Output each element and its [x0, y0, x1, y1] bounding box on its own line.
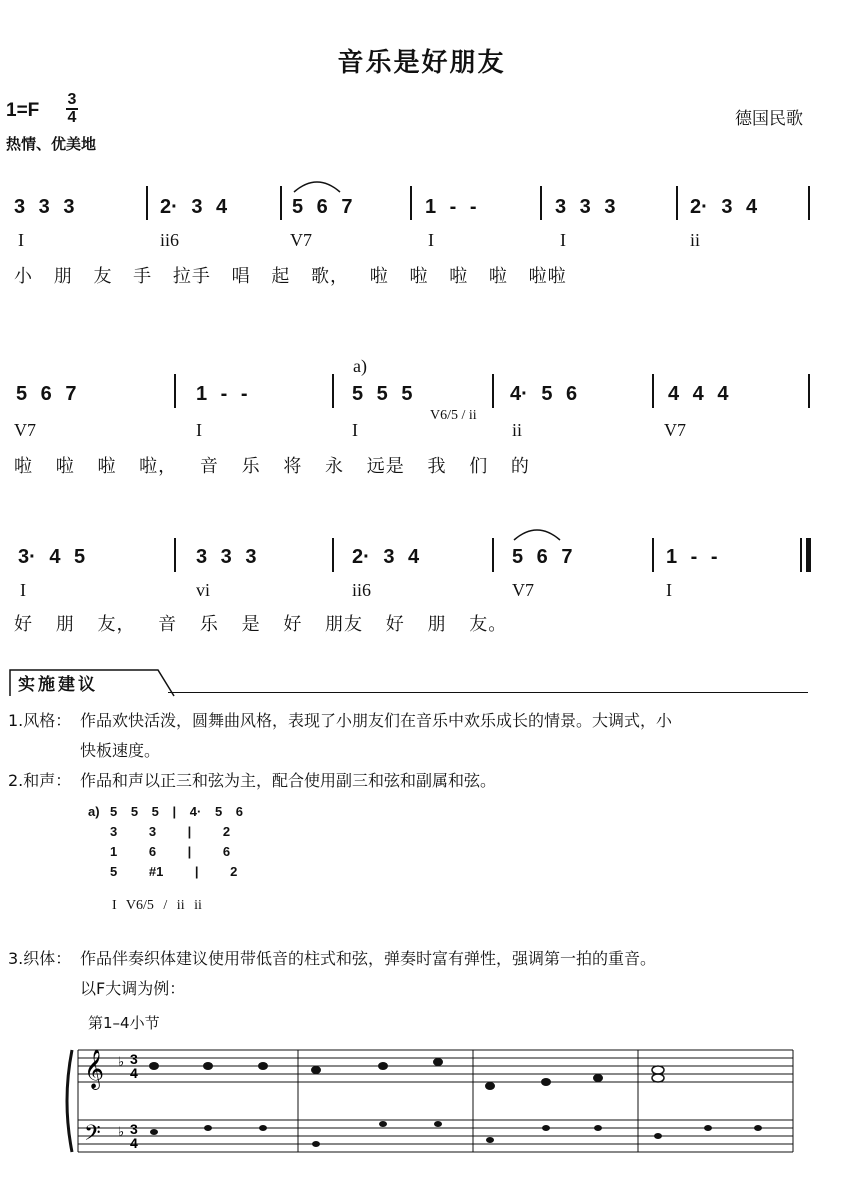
measure: 1 - - [425, 196, 477, 218]
example-row: 5 #1 | 2 [110, 864, 238, 879]
example-label: a) [88, 804, 100, 819]
item-3-continued: 以F大调为例： [80, 979, 186, 998]
chord-symbol: I [428, 230, 434, 250]
example-row: 1 6 | 6 [110, 844, 231, 859]
annotation-a: a) [353, 356, 367, 376]
item-3-text: 作品伴奏织体建议使用带低音的柱式和弦，弹奏时富有弹性，强调第一拍的重音。 [80, 949, 657, 968]
chord-symbol: I [18, 230, 24, 250]
measure: 3 3 3 [14, 196, 75, 218]
measure: 3 3 3 [196, 546, 257, 568]
svg-text:♭: ♭ [118, 1055, 125, 1070]
chord-symbol: ii6 [352, 580, 372, 600]
chord-symbol: V7 [512, 580, 534, 600]
chord-symbol: ii6 [160, 230, 180, 250]
chord-symbol: I [196, 420, 202, 440]
measure: 4 4 4 [668, 383, 729, 405]
measure: 5 5 5 [352, 383, 413, 405]
measure: 5 6 7 [292, 196, 353, 218]
svg-text:𝄞: 𝄞 [84, 1049, 105, 1089]
grand-staff-icon [58, 1040, 798, 1180]
example-row: 3 3 | 2 [110, 824, 231, 839]
measure: 2· 3 4 [690, 196, 758, 218]
slur-icon [292, 178, 342, 194]
svg-text:♭: ♭ [118, 1125, 125, 1140]
measure: 2· 3 4 [352, 546, 420, 568]
chord-symbol: ii [512, 420, 523, 440]
time-signature [66, 92, 78, 126]
chord-symbol: I [560, 230, 566, 250]
key-signature: 1=F [6, 100, 40, 121]
chord-symbol: V7 [14, 420, 36, 440]
measure: 3 3 3 [555, 196, 616, 218]
item-2-label: 2.和声： [8, 771, 72, 790]
chord-symbol: ii [690, 230, 701, 250]
lyrics-line-2: 啦 啦 啦 啦， 音 乐 将 永 远是 我 们 的 [14, 456, 530, 477]
item-2-text: 作品和声以正三和弦为主，配合使用副三和弦和副属和弦。 [80, 771, 497, 790]
measure: 5 6 7 [16, 383, 77, 405]
item-1-continued: 快板速度。 [80, 741, 161, 760]
measure: 1 - - [196, 383, 248, 405]
item-1-text: 作品欢快活泼，圆舞曲风格，表现了小朋友们在音乐中欢乐成长的情景。大调式，小 [80, 711, 673, 730]
lyrics-line-1: 小 朋 友 手 拉手 唱 起 歌， 啦 啦 啦 啦 啦啦 [14, 266, 567, 287]
chord-symbol: V6/5 / ii [430, 408, 477, 423]
measure: 4· 5 6 [510, 383, 578, 405]
chord-symbol: I [666, 580, 672, 600]
measure: 3· 4 5 [18, 546, 86, 568]
chord-symbol: V7 [664, 420, 686, 440]
svg-text:𝄢: 𝄢 [84, 1121, 101, 1151]
svg-text:4: 4 [130, 1065, 138, 1081]
measure: 1 - - [666, 546, 718, 568]
lyrics-line-3: 好 朋 友， 音 乐 是 好 朋友 好 朋 友。 [14, 614, 508, 635]
svg-text:3: 3 [130, 1121, 138, 1137]
staff-caption: 第1–4小节 [88, 1014, 160, 1032]
meter-top: 3 [67, 91, 77, 108]
item-3-label: 3.织体： [8, 949, 72, 968]
composer: 德国民歌 [735, 109, 803, 129]
chord-symbol: I [20, 580, 26, 600]
svg-text:4: 4 [130, 1135, 138, 1151]
measure: 5 6 7 [512, 546, 573, 568]
example-row: 5 5 5 | 4· 5 6 [110, 804, 244, 819]
item-1-label: 1.风格： [8, 711, 72, 730]
page-title: 音乐是好朋友 [337, 48, 506, 78]
meter-bottom: 4 [67, 109, 77, 126]
chord-symbol: vi [196, 580, 211, 600]
chord-symbol: V7 [290, 230, 312, 250]
slur-icon [512, 526, 562, 542]
svg-text:3: 3 [130, 1051, 138, 1067]
measure: 2· 3 4 [160, 196, 228, 218]
chord-symbol: I [352, 420, 358, 440]
section-heading: 实施建议 [18, 675, 98, 695]
example-chords: I V6/5 / ii ii [112, 898, 202, 913]
tempo-marking: 热情、优美地 [6, 135, 97, 153]
